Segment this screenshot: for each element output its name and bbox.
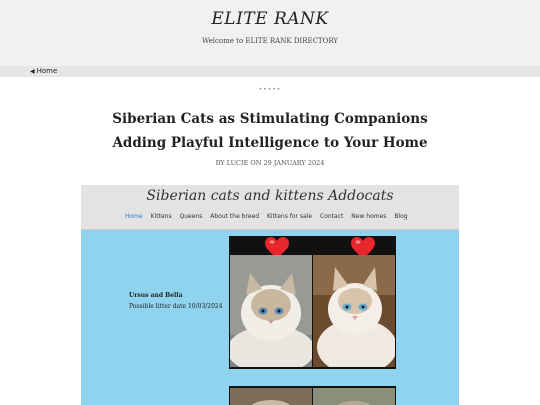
embed-menu-about-breed[interactable]: About the breed	[210, 213, 260, 220]
cat-photo-pair-2	[229, 386, 396, 405]
embed-menu-kittens[interactable]: Kittens	[150, 213, 172, 220]
embed-menu-new-homes[interactable]: New homes	[351, 213, 387, 220]
cat-photo-partial	[313, 388, 395, 405]
embed-menu-home[interactable]: Home	[125, 213, 143, 220]
cat-photo-ursus	[230, 255, 312, 367]
cat-photo-partial	[230, 388, 312, 405]
site-title[interactable]: ELITE RANK	[211, 9, 329, 29]
embed-menu	[125, 213, 414, 223]
litter-date: Possible litter date 10/03/2024	[129, 303, 223, 310]
embedded-website-screenshot	[81, 185, 459, 405]
litter-name: Ursus and Bella	[129, 292, 183, 299]
post-separator: •••••	[258, 86, 282, 93]
embed-menu-blog[interactable]: Blog	[394, 213, 408, 220]
nav-home-link[interactable]	[30, 66, 57, 77]
post-title: Siberian Cats as Stimulating Companions Adding Playful Intelligence to Your Home	[112, 111, 428, 151]
embed-menu-queens[interactable]: Queens	[179, 213, 203, 220]
site-header	[0, 0, 540, 66]
cat-photo-bella	[313, 255, 395, 367]
embed-header	[81, 185, 459, 230]
cat-photo-pair	[229, 236, 396, 369]
nav-home-label: Home	[36, 67, 58, 75]
site-tagline: Welcome to ELITE RANK DIRECTORY	[201, 37, 339, 45]
embed-menu-kittens-for-sale[interactable]: Kittens for sale	[266, 213, 313, 220]
nav-bar	[0, 66, 540, 77]
embed-menu-contact[interactable]: Contact	[320, 213, 344, 220]
arrow-left-icon: ◀	[30, 68, 35, 75]
post-byline: BY LUCIE ON 29 JANUARY 2024	[215, 159, 325, 167]
embed-title: Siberian cats and kittens Addocats	[146, 188, 394, 204]
